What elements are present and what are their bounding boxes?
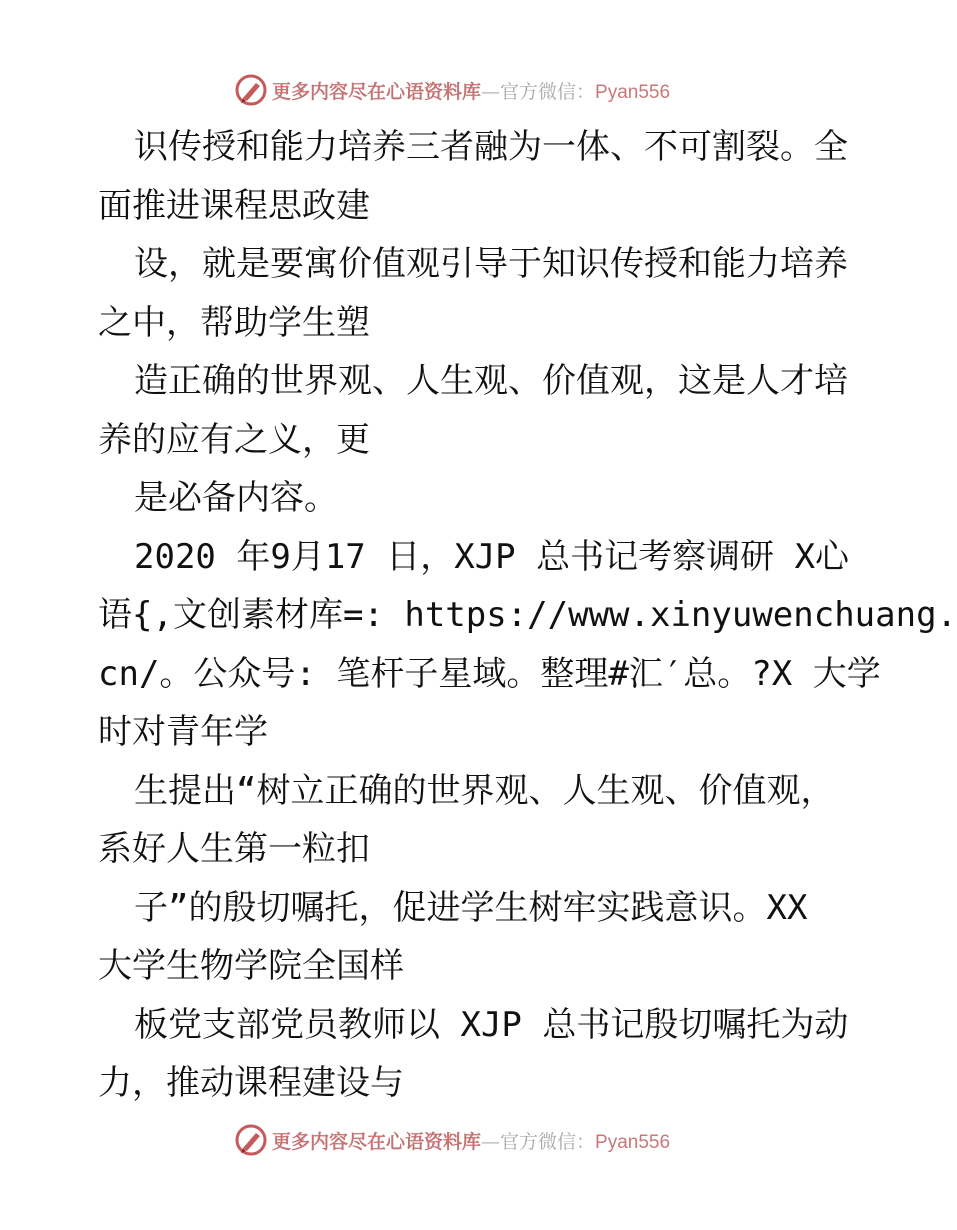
footer-wechat-id: Pyan556 [595,1131,671,1153]
text-line: 板党支部党员教师以 XJP 总书记殷切嘱托为动 [134,1004,849,1045]
text-line: 2020 年9月17 日，XJP 总书记考察调研 X心 [134,536,850,577]
text-line: 造正确的世界观、人生观、价值观，这是人才培 [134,361,848,401]
text-line: 面推进课程思政建 [98,185,370,226]
header-dash: — [481,80,501,103]
text-line: 时对青年学 [98,712,268,752]
text-line: 养的应有之义，更 [98,419,370,460]
text-line: cn/。公众号: 笔杆子星域。整理#汇′总。?X 大学 [98,653,881,694]
header-brand: 更多内容尽在心语资料库 [272,80,482,103]
pen-circle-logo-icon [234,1123,268,1157]
footer-brand: 更多内容尽在心语资料库 [272,1130,482,1153]
text-line: 语{,文创素材库=: https://www.xinyuwenchuang. [98,595,957,635]
text-line: 大学生物学院全国样 [98,946,404,986]
header-wechat-id: Pyan556 [595,81,671,103]
text-line: 是必备内容。 [134,478,338,518]
text-line: 力，推动课程建设与 [98,1063,404,1103]
header-banner[interactable] [234,72,714,108]
text-line: 生提出“树立正确的世界观、人生观、价值观， [134,770,835,811]
text-line: 识传授和能力培养三者融为一体、不可割裂。全 [134,127,848,167]
pen-circle-logo-icon [234,73,268,107]
text-line: 子”的殷切嘱托，促进学生树牢实践意识。XX [134,887,808,928]
header-wechat-label: 官方微信： [500,80,596,103]
text-line: 之中，帮助学生塑 [98,302,370,343]
header-banner-text [272,77,670,104]
footer-banner[interactable] [234,1122,714,1158]
text-line: 系好人生第一粒扣 [98,829,370,869]
document-body [98,118,957,1113]
footer-banner-text [272,1127,670,1154]
text-line: 设，就是要寓价值观引导于知识传授和能力培养 [134,244,848,284]
footer-dash: — [481,1130,501,1153]
footer-wechat-label: 官方微信： [500,1130,596,1153]
